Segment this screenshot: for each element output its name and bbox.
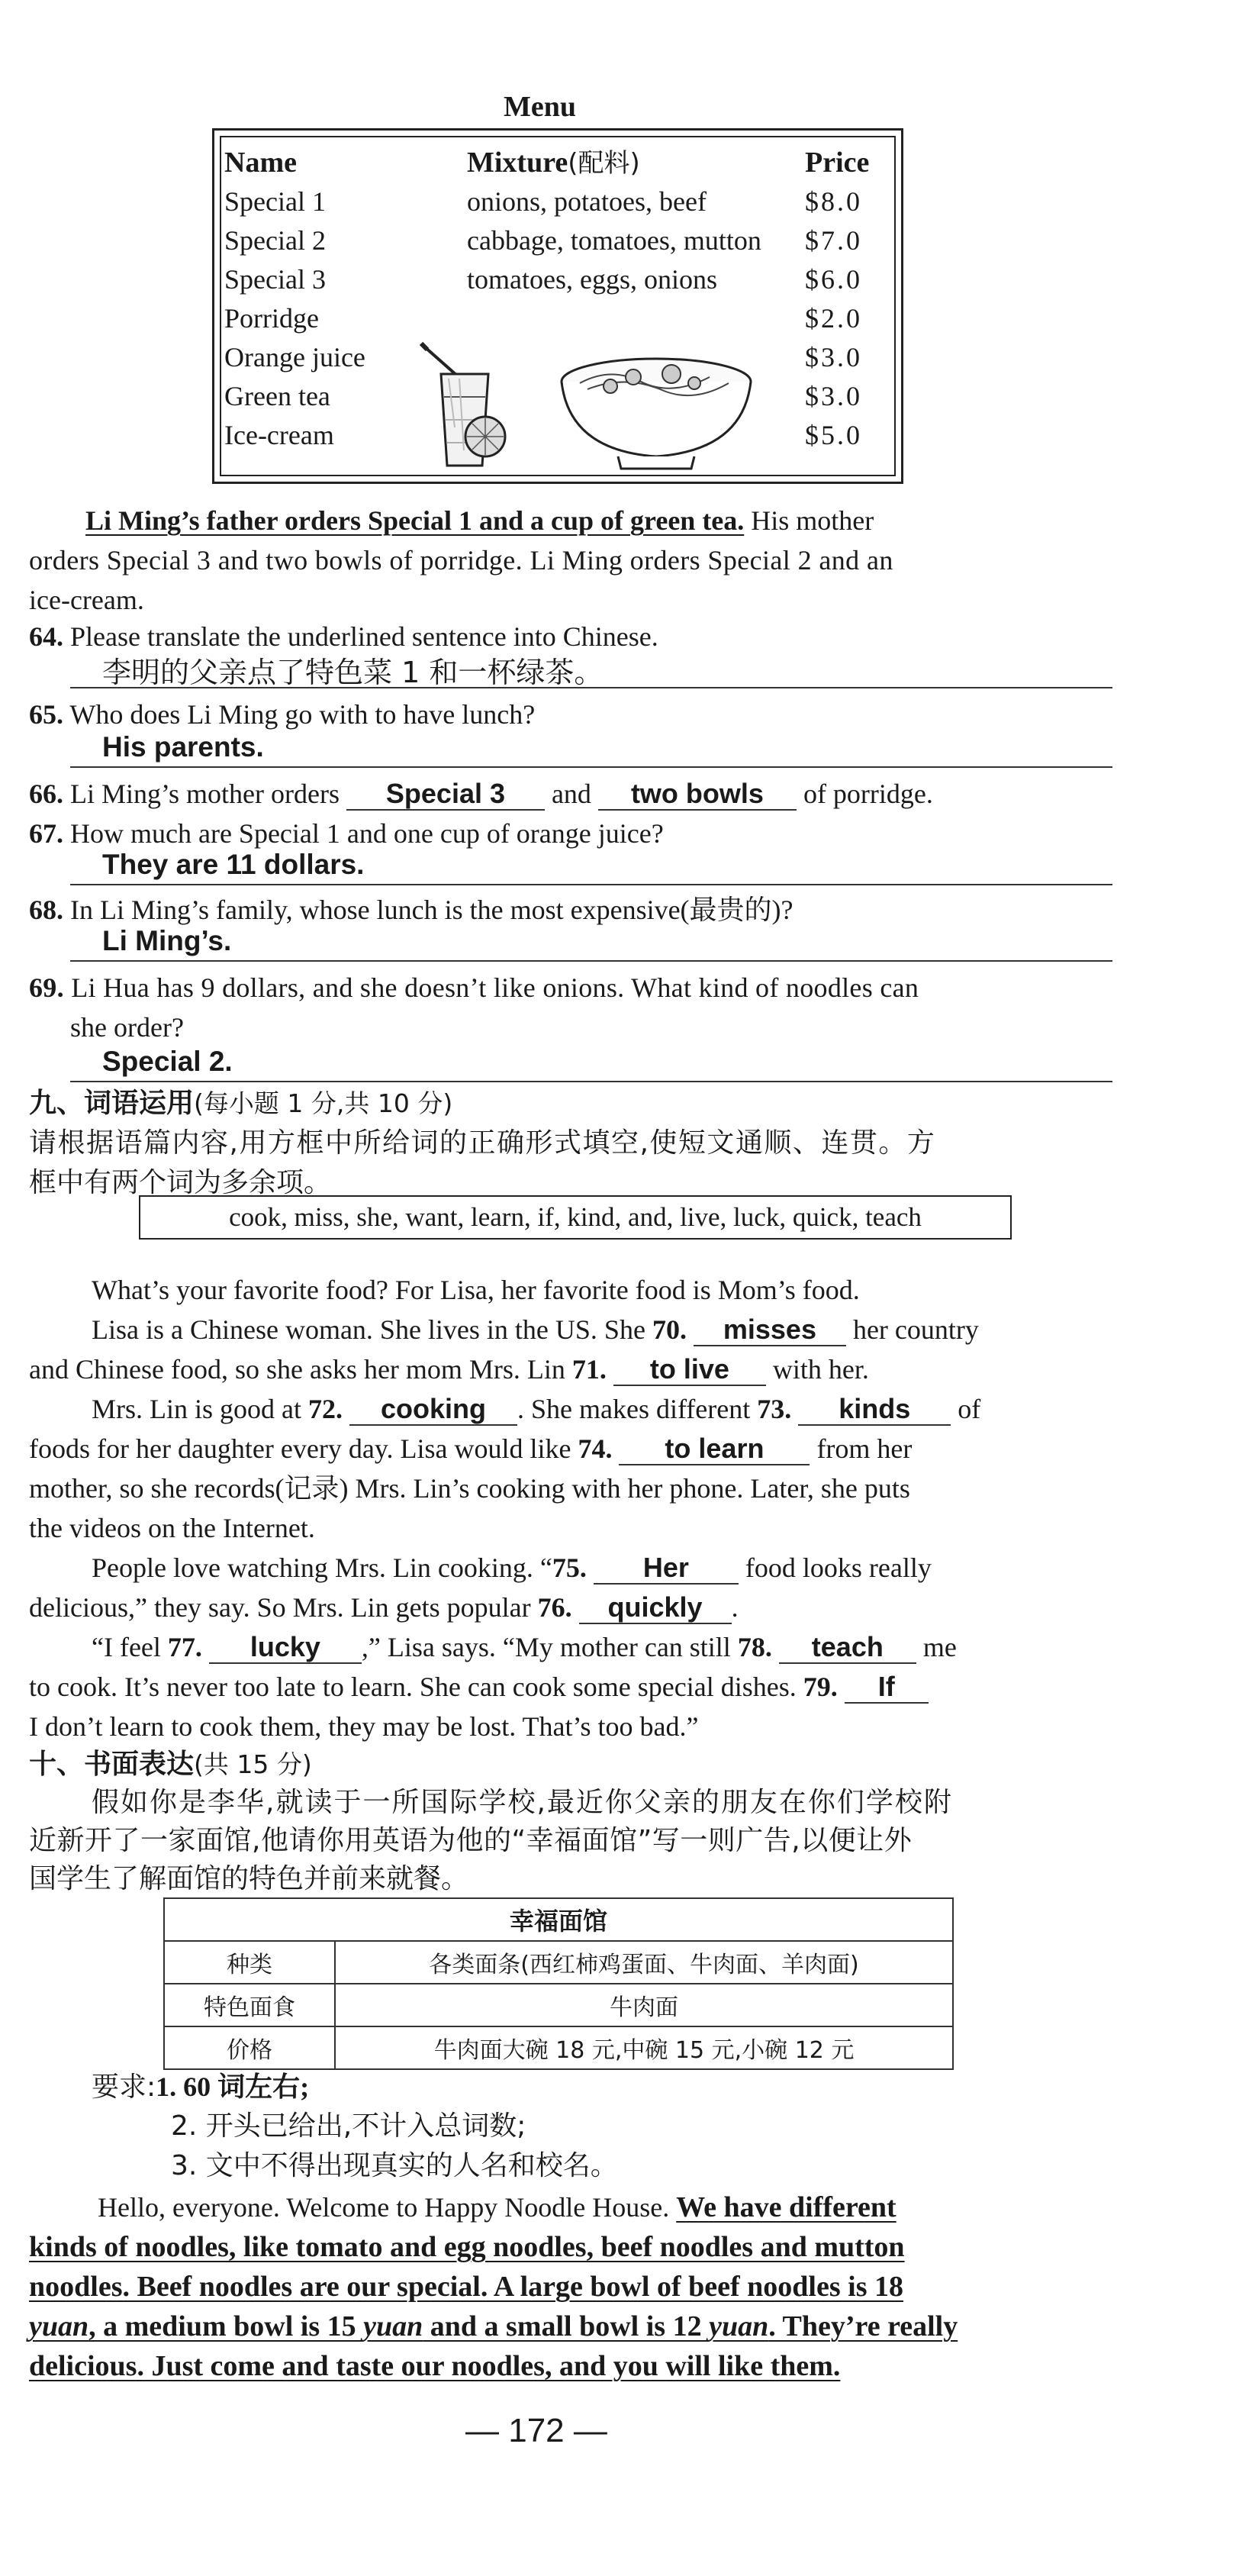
blank-74: to learn xyxy=(619,1433,810,1465)
cloze-line-1: What’s your favorite food? For Lisa, her favorite food is Mom’s food. xyxy=(92,1275,860,1305)
cloze-line-8: People love watching Mrs. Lin cooking. “75. Her food looks really xyxy=(92,1552,932,1583)
cloze-line-12: I don’t learn to cook them, they may be lost. That’s too bad.” xyxy=(29,1711,699,1742)
menu-row: Special 1 onions, potatoes, beef $8.0 xyxy=(224,186,862,217)
table-row: 种类 各类面条(西红柿鸡蛋面、牛肉面、羊肉面) xyxy=(164,1941,953,1984)
cloze-line-4: Mrs. Lin is good at 72. cooking . She makes different 73. kinds of xyxy=(92,1393,981,1424)
question-64: 64. Please translate the underlined sentence into Chinese. xyxy=(29,621,658,652)
essay-line-1: Hello, everyone. Welcome to Happy Noodle House. We have different xyxy=(98,2191,897,2223)
answer-69: Special 2. xyxy=(102,1046,233,1077)
cloze-line-3: and Chinese food, so she asks her mom Mrs. Lin 71. to live with her. xyxy=(29,1353,869,1385)
answer-66b: two bowls xyxy=(598,779,797,811)
essay-line-3: noodles. Beef noodles are our special. A large bowl of beef noodles is 18 xyxy=(29,2271,903,2303)
section-9-heading: 九、词语运用(每小题 1 分,共 10 分) xyxy=(29,1088,453,1119)
menu-row: Special 3 tomatoes, eggs, onions $6.0 xyxy=(224,264,862,295)
menu-title: Menu xyxy=(504,91,576,123)
passage-line-2: orders Special 3 and two bowls of porridge. Li Ming orders Special 2 and an xyxy=(29,545,893,575)
page-number: — 172 — xyxy=(465,2412,607,2449)
answer-68: Li Ming’s. xyxy=(102,925,232,956)
question-65: 65. Who does Li Ming go with to have lunch? xyxy=(29,699,536,730)
cloze-line-6: mother, so she records(记录) Mrs. Lin’s cooking with her phone. Later, she puts xyxy=(29,1473,910,1504)
blank-79: If xyxy=(845,1672,929,1704)
blank-77: lucky xyxy=(209,1632,362,1664)
question-66: 66. Li Ming’s mother orders Special 3 and two bowls of porridge. xyxy=(29,778,933,809)
cloze-line-7: the videos on the Internet. xyxy=(29,1513,315,1543)
cloze-line-5: foods for her daughter every day. Lisa would like 74. to learn from her xyxy=(29,1433,913,1464)
answer-66a: Special 3 xyxy=(346,779,545,811)
menu-row: Special 2 cabbage, tomatoes, mutton $7.0 xyxy=(224,225,862,256)
requirements: 要求:1. 60 词左右; xyxy=(92,2071,310,2103)
essay-line-2: kinds of noodles, like tomato and egg noodles, beef noodles and mutton xyxy=(29,2231,905,2263)
blank-70: misses xyxy=(694,1314,846,1346)
menu-header-mixture: Mixture(配料) xyxy=(467,147,640,179)
menu-row: Porridge $2.0 xyxy=(224,303,862,334)
answer-line xyxy=(70,1081,1112,1082)
menu-header-row xyxy=(221,143,894,182)
answer-line xyxy=(70,884,1112,885)
blank-73: kinds xyxy=(798,1394,951,1426)
section-9-instruction-2: 框中有两个词为多余项。 xyxy=(29,1167,332,1198)
menu-inner-frame xyxy=(220,136,896,476)
menu-row: Green tea $3.0 xyxy=(224,381,862,411)
answer-line xyxy=(70,687,1112,688)
answer-line xyxy=(70,960,1112,962)
section-10-heading: 十、书面表达(共 15 分) xyxy=(29,1749,312,1780)
juice-glass-icon xyxy=(418,336,510,473)
answer-65: His parents. xyxy=(102,731,264,762)
requirement-2: 2. 开头已给出,不计入总词数; xyxy=(171,2110,526,2142)
essay-line-5: delicious. Just come and taste our noodles, and you will like them. xyxy=(29,2350,841,2382)
question-69-cont: she order? xyxy=(70,1012,184,1043)
blank-72: cooking xyxy=(349,1394,517,1426)
table-row: 特色面食 牛肉面 xyxy=(164,1984,953,2026)
cloze-line-10: “I feel 77. lucky ,” Lisa says. “My mother can still 78. teach me xyxy=(92,1631,957,1662)
section-10-prompt-2: 近新开了一家面馆,他请你用英语为他的“幸福面馆”写一则广告,以便让外 xyxy=(29,1825,913,1856)
question-69: 69. Li Hua has 9 dollars, and she doesn’t like onions. What kind of noodles can xyxy=(29,972,919,1003)
passage-line-3: ice-cream. xyxy=(29,585,144,615)
menu-header-price: Price xyxy=(805,147,870,179)
noodle-bowl-icon xyxy=(557,343,755,473)
blank-76: quickly xyxy=(579,1592,732,1624)
section-10-prompt-1: 假如你是李华,就读于一所国际学校,最近你父亲的朋友在你们学校附 xyxy=(92,1787,953,1818)
word-box: cook, miss, she, want, learn, if, kind, and, live, luck, quick, teach xyxy=(139,1195,1012,1240)
blank-75: Her xyxy=(594,1552,739,1585)
question-67: 67. How much are Special 1 and one cup of orange juice? xyxy=(29,818,664,849)
menu-row: Orange juice $3.0 xyxy=(224,342,862,372)
answer-line xyxy=(70,766,1112,768)
answer-64: 李明的父亲点了特色菜 1 和一杯绿茶。 xyxy=(102,656,604,689)
cloze-line-9: delicious,” they say. So Mrs. Lin gets popular 76. quickly . xyxy=(29,1591,739,1623)
blank-78: teach xyxy=(779,1632,916,1664)
noodle-shop-table xyxy=(163,1897,954,2070)
cloze-line-2: Lisa is a Chinese woman. She lives in the US. She 70. misses her country xyxy=(92,1314,979,1345)
menu-row: Ice-cream $5.0 xyxy=(224,420,862,450)
question-68: 68. In Li Ming’s family, whose lunch is the most expensive(最贵的)? xyxy=(29,895,794,925)
table-title: 幸福面馆 xyxy=(164,1898,953,1941)
answer-67: They are 11 dollars. xyxy=(102,849,365,880)
menu-header-name: Name xyxy=(224,147,297,179)
section-9-instruction-1: 请根据语篇内容,用方框中所给词的正确形式填空,使短文通顺、连贯。方 xyxy=(29,1127,936,1159)
cloze-line-11: to cook. It’s never too late to learn. She can cook some special dishes. 79. If xyxy=(29,1667,1112,1707)
essay-line-4: yuan, a medium bowl is 15 yuan and a small bowl is 12 yuan. They’re really xyxy=(29,2310,958,2342)
menu-box xyxy=(212,128,903,484)
section-10-prompt-3: 国学生了解面馆的特色并前来就餐。 xyxy=(29,1863,469,1894)
passage-line-1: Li Ming’s father orders Special 1 and a cup of green tea. His mother xyxy=(85,505,874,536)
blank-71: to live xyxy=(613,1354,766,1386)
requirement-3: 3. 文中不得出现真实的人名和校名。 xyxy=(171,2150,618,2181)
table-row: 价格 牛肉面大碗 18 元,中碗 15 元,小碗 12 元 xyxy=(164,2026,953,2069)
